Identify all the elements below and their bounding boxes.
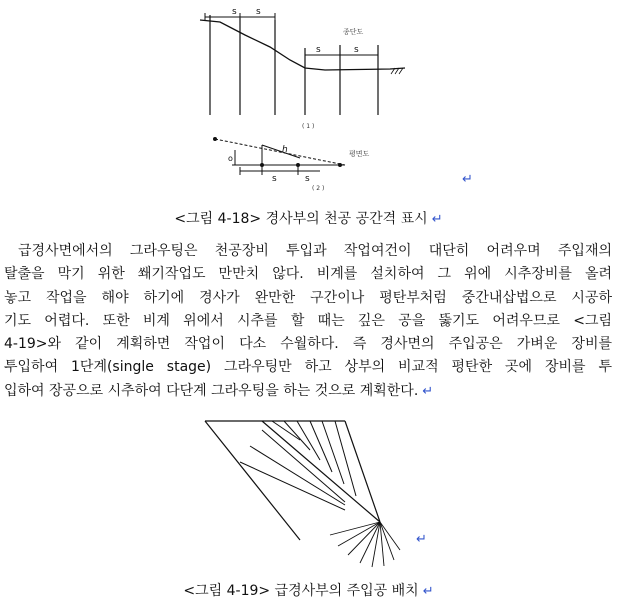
spacing-label-5: s	[272, 174, 277, 184]
o-label: o	[228, 154, 233, 163]
part2-label: ( 2 )	[312, 185, 325, 192]
spacing-label-1: s	[232, 7, 237, 17]
paragraph-line-7: 입하여 장공으로 시추하여 다단계 그라우팅을 하는 것으로 계획한다. ↵	[4, 382, 434, 399]
plan-point-2	[260, 163, 264, 167]
longitudinal-label: 종단도	[343, 28, 364, 36]
ground-profile	[200, 20, 405, 70]
part1-label: ( 1 )	[302, 123, 315, 130]
plan-view	[215, 139, 345, 175]
slope-outline	[205, 421, 380, 540]
paragraph-line-5: 4-19>와 같이 계획하면 작업이 다소 수월하다. 즉 경사면의 주입공은 가벼운 장비를	[4, 336, 612, 353]
body-paragraph	[4, 240, 612, 403]
plan-point-1	[213, 137, 217, 141]
plan-point-4	[338, 163, 342, 167]
figure-4-19-caption	[0, 580, 617, 600]
return-mark-1: ↵	[462, 172, 473, 187]
return-mark-2: ↵	[431, 212, 443, 227]
paragraph-line-2: 탈출을 막기 위한 쐐기작업도 만만치 않다. 비계를 설치하여 그 위에 시추장비를 올려	[4, 266, 612, 283]
spacing-label-2: s	[256, 7, 261, 17]
paragraph-line-6: 투입하여 1단계(single stage) 그라우팅만 하고 상부의 비교적 평탄한 곳에 장비를 투	[4, 359, 612, 376]
return-mark-4: ↵	[416, 532, 427, 547]
paragraph-line-3: 놓고 작업을 해야 하기에 경사가 완만한 구간이나 평탄부처럼 중간내삽법으로 시공하	[4, 289, 612, 306]
spacing-label-4: s	[354, 45, 359, 55]
plan-label: 평면도	[349, 150, 370, 158]
spacing-label-6: s	[305, 174, 310, 184]
paragraph-line-4: 기도 어렵다. 또한 비계 위에서 시추를 할 때는 깊은 공을 뚫기도 어려우므로 <그림	[4, 312, 612, 329]
paragraph-line-1: 급경사면에서의 그라우팅은 천공장비 투입과 작업여건이 대단히 어려우며 주입재의	[18, 243, 612, 259]
boreholes-slope	[240, 421, 356, 510]
figure-4-18-caption-text: <그림 4-18> 경사부의 천공 공간격 표시	[174, 211, 428, 227]
figure-4-19-caption-text: <그림 4-19> 급경사부의 주입공 배치	[183, 583, 419, 599]
fan-injection-holes	[330, 522, 400, 567]
plan-point-3	[296, 163, 300, 167]
return-mark-5: ↵	[422, 584, 434, 599]
figure-4-18	[0, 0, 617, 200]
h-label: h	[282, 145, 288, 155]
spacing-label-3: s	[316, 45, 321, 55]
figure-4-18-caption	[0, 208, 617, 228]
return-mark-3: ↵	[422, 383, 434, 399]
